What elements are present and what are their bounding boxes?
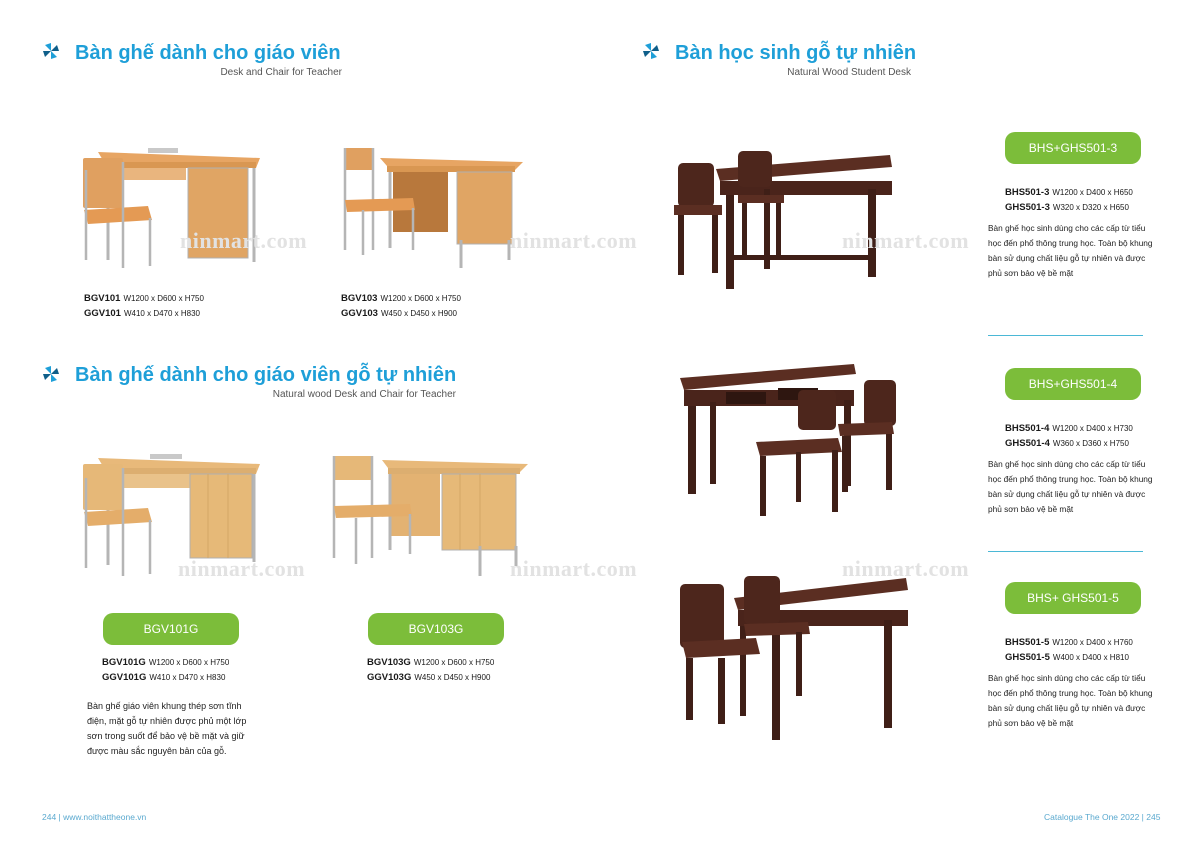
chair-code: GGV103G [367,672,412,683]
section-subtitle: Natural Wood Student Desk [787,67,911,78]
watermark: ninmart.com [180,228,308,253]
desk-dims: W1200 x D400 x H760 [1052,638,1133,647]
spec-block-bhs501-4 [1005,421,1133,451]
desk-dims: W1200 x D600 x H750 [413,658,495,667]
pinwheel-icon [42,42,60,60]
product-badge-bhs501-5: BHS+ GHS501-5 [1005,582,1141,614]
section-subtitle: Natural wood Desk and Chair for Teacher [272,389,456,400]
chair-code: GGV101 [84,308,121,319]
divider [988,551,1143,552]
product-badge-bgv103g: BGV103G [368,613,504,645]
desk-dims: W1200 x D600 x H750 [380,294,461,303]
product-description: Bàn ghế giáo viên khung thép sơn tĩnh điện, mặt gỗ tự nhiên được phủ một lớp sơn trong suốt để bảo vệ bề mặt và giữ được màu sắc nguyên bản của gỗ. [87,701,247,756]
spec-block-bgv101g [102,655,229,685]
pinwheel-icon [642,42,660,60]
product-image-bhs501-4 [678,362,903,522]
desk-code: BHS501-5 [1005,637,1050,648]
chair-dims: W360 x D360 x H750 [1052,439,1129,448]
watermark: ninmart.com [510,556,638,581]
desk-code: BHS501-3 [1005,187,1050,198]
watermark: ninmart.com [178,556,306,581]
desk-code: BGV103 [341,293,378,304]
section-title: Bàn ghế dành cho giáo viên gỗ tự nhiên [75,364,457,386]
product-badge-bhs501-3: BHS+GHS501-3 [1005,132,1141,164]
chair-code: GGV101G [102,672,147,683]
divider [988,335,1143,336]
desk-dims: W1200 x D600 x H750 [148,658,230,667]
desk-dims: W1200 x D600 x H750 [123,294,204,303]
page-footer-left: 244 | www.noithattheone.vn [42,812,147,822]
product-image-bhs501-5 [678,572,913,742]
spec-block-bgv101 [84,291,204,321]
product-image-bgv103 [335,140,525,275]
product-description: Bàn ghế học sinh dùng cho các cấp từ tiểu học đến phổ thông trung học. Toàn bộ khung bàn sử dụng chất liệu gỗ tự nhiên và được phủ sơn bảo vệ bề mặt [988,673,1153,728]
chair-dims: W450 x D450 x H900 [380,309,458,318]
desk-dims: W1200 x D400 x H730 [1052,424,1133,433]
product-image-bgv101g [78,450,268,580]
product-description: Bàn ghế học sinh dùng cho các cấp từ tiểu học đến phổ thông trung học. Toàn bộ khung bàn sử dụng chất liệu gỗ tự nhiên và được phủ sơn bảo vệ bề mặt [988,223,1153,278]
watermark: ninmart.com [842,556,970,581]
spec-block-bgv103g [367,655,494,685]
watermark: ninmart.com [842,228,970,253]
spec-block-bgv103 [341,291,461,321]
desk-dims: W1200 x D400 x H650 [1052,188,1133,197]
product-image-bhs501-3 [668,145,898,295]
desk-code: BGV103G [367,657,411,668]
desk-code: BGV101G [102,657,146,668]
product-image-bgv101 [78,140,268,275]
product-badge-bgv101g: BGV101G [103,613,239,645]
desk-code: BGV101 [84,293,121,304]
product-description: Bàn ghế học sinh dùng cho các cấp từ tiểu học đến phổ thông trung học. Toàn bộ khung bàn sử dụng chất liệu gỗ tự nhiên và được phủ sơn bảo vệ bề mặt [988,459,1153,514]
section-title: Bàn học sinh gỗ tự nhiên [675,42,917,64]
desk-code: BHS501-4 [1005,423,1050,434]
chair-code: GHS501-3 [1005,202,1050,213]
product-image-bgv103g [330,450,530,580]
section-subtitle: Desk and Chair for Teacher [220,67,342,78]
chair-code: GGV103 [341,308,378,319]
chair-dims: W410 x D470 x H830 [123,309,201,318]
spec-block-bhs501-5 [1005,635,1133,665]
chair-dims: W400 x D400 x H810 [1052,653,1129,662]
pinwheel-icon [42,365,60,383]
watermark: ninmart.com [510,228,638,253]
section-title: Bàn ghế dành cho giáo viên [75,42,341,64]
product-badge-bhs501-4: BHS+GHS501-4 [1005,368,1141,400]
chair-code: GHS501-5 [1005,652,1050,663]
chair-dims: W410 x D470 x H830 [149,673,226,682]
chair-dims: W320 x D320 x H650 [1052,203,1129,212]
spec-block-bhs501-3 [1005,185,1133,215]
chair-dims: W450 x D450 x H900 [414,673,491,682]
page-footer-right: Catalogue The One 2022 | 245 [1044,812,1161,822]
chair-code: GHS501-4 [1005,438,1050,449]
